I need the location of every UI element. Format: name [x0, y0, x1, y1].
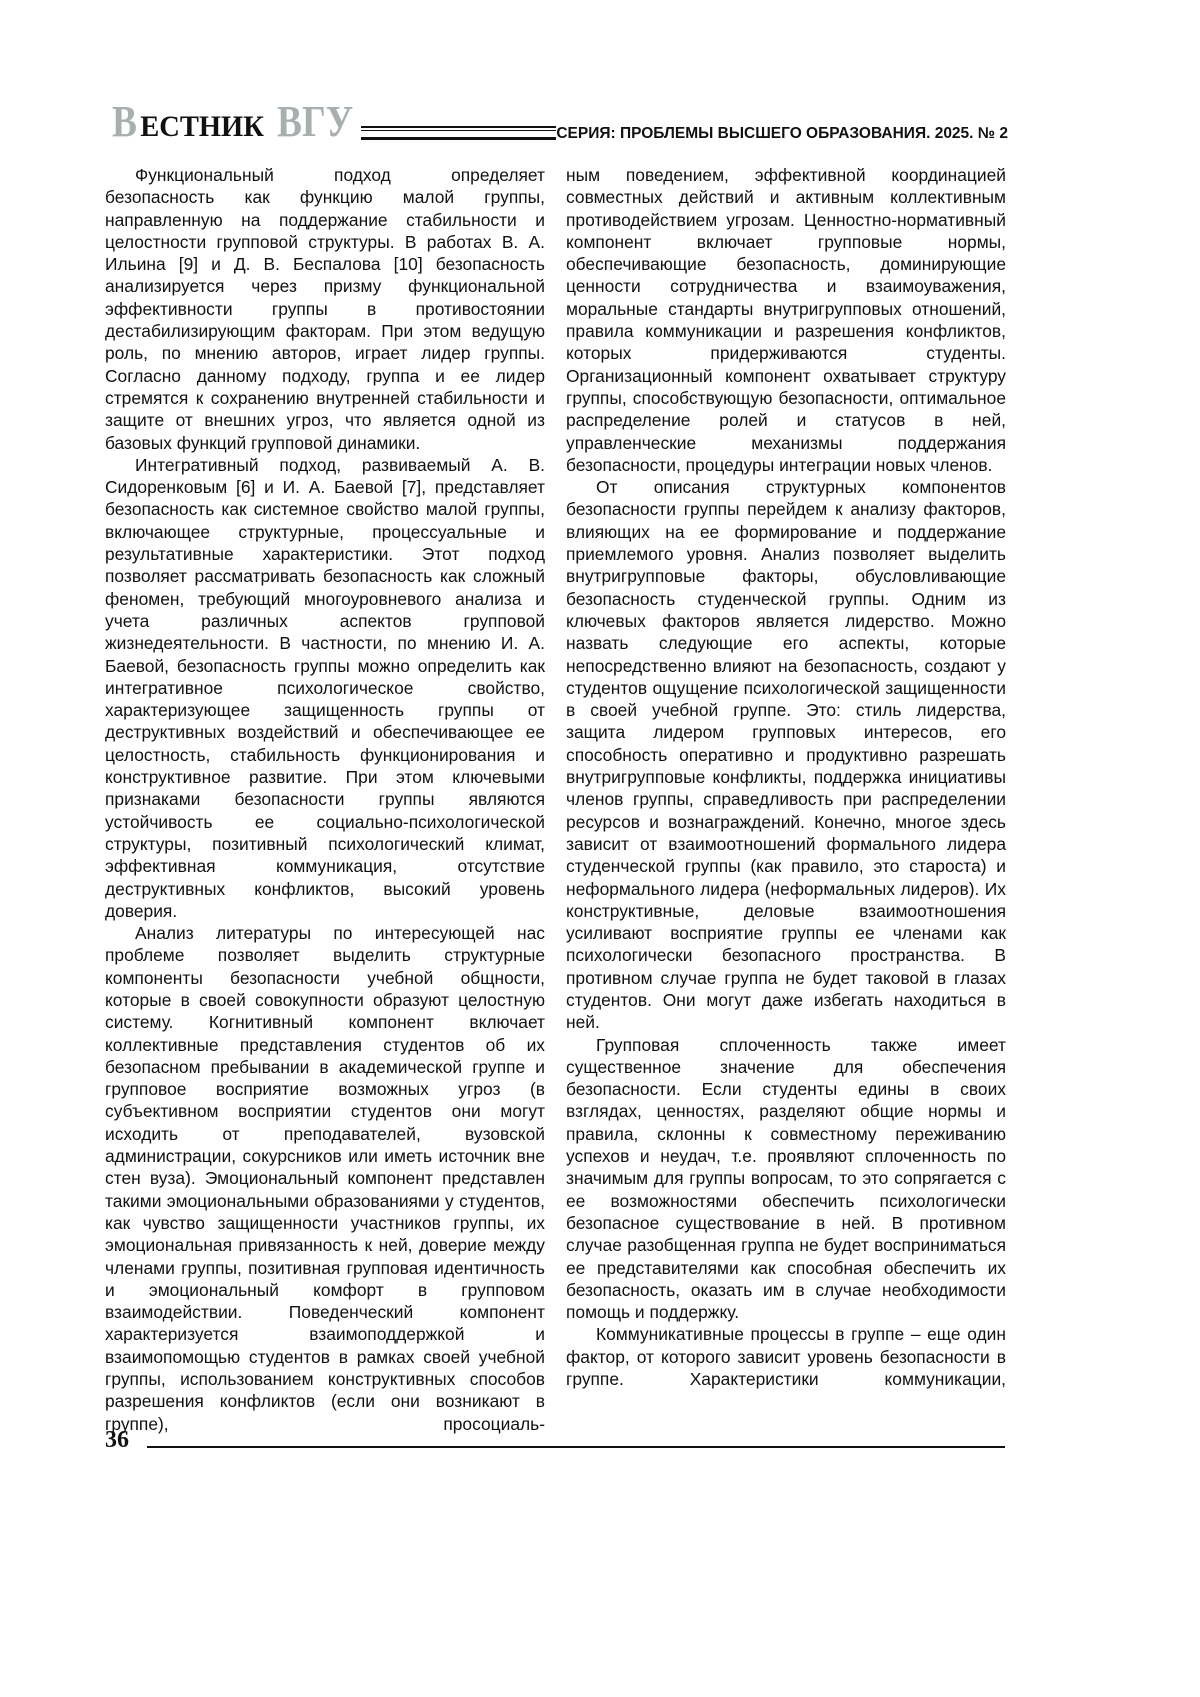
logo-word: ЕСТНИК [141, 112, 265, 142]
logo-vgu: ВГУ [277, 100, 353, 144]
paragraph: Коммуникативные процессы в группе – еще один фактор, от которого зависит уровень безопасности в группе. Характеристики коммуникации, [566, 1323, 1006, 1390]
logo-initial: В [112, 100, 137, 144]
running-header [112, 104, 1008, 144]
paragraph: ным поведением, эффективной координацией совместных действий и активным коллективным противодействием угрозам. Ценностно-нормативный компонент включает групповые нормы, обеспечивающие безопасность, доминирующие ценности сотрудничества и взаимоуважения, моральные стандарты внутригрупповых отношений, правила коммуникации и разрешения конфликтов, которых придерживаются студенты. Организационный компонент охватывает структуру группы, способствующую безопасности, оптимальное распределение ролей и статусов в ней, управленческие механизмы поддержания безопасности, процедуры интеграции новых членов. [566, 164, 1006, 476]
page-footer [105, 1428, 1005, 1452]
paragraph: От описания структурных компонентов безопасности группы перейдем к анализу факторов, влияющих на ее формирование и поддержание приемлемого уровня. Анализ позволяет выделить внутригрупповые факторы, обусловливающие безопасность студенческой группы. Одним из ключевых факторов является лидерство. Можно назвать следующие его аспекты, которые непосредственно влияют на безопасность, создают у студентов ощущение психологической защищенности в своей учебной группе. Это: стиль лидерства, защита лидером групповых интересов, его способность оперативно и продуктивно разрешать внутригрупповые конфликты, поддержка инициативы членов группы, справедливость при распределении ресурсов и вознаграждений. Конечно, многое здесь зависит от взаимоотношений формального лидера студенческой группы (как правило, это староста) и неформального лидера (неформальных лидеров). Их конструктивные, деловые взаимоотношения усиливают восприятие группы ее членами как психологически безопасного пространства. В противном случае группа не будет таковой в глазах студентов. Они могут даже избегать находиться в ней. [566, 476, 1006, 1033]
paragraph: Функциональный подход определяет безопасность как функцию малой группы, направленную на поддержание стабильности и целостности групповой структуры. В работах В. А. Ильина [9] и Д. В. Беспалова [10] безопасность анализируется через призму функциональной эффективности группы в противостоянии дестабилизирующим факторам. При этом ведущую роль, по мнению авторов, играет лидер группы. Согласно данному подходу, группа и ее лидер стремятся к сохранению внутренней стабильности и защите от внешних угроз, что является одной из базовых функций групповой динамики. [105, 164, 545, 454]
paragraph: Интегративный подход, развиваемый А. В. Сидоренковым [6] и И. А. Баевой [7], представляет безопасность как системное свойство малой группы, включающее структурные, процессуальные и результативные характеристики. Этот подход позволяет рассматривать безопасность как сложный феномен, требующий многоуровневого анализа и учета различных аспектов групповой жизнедеятельности. В частности, по мнению И. А. Баевой, безопасность группы можно определить как интегративное психологическое свойство, характеризующее защищенность группы от деструктивных воздействий и обеспечивающее ее целостность, стабильность функционирования и конструктивное развитие. При этом ключевыми признаками безопасности группы являются устойчивость ее социально-психологической структуры, позитивный психологический климат, эффективная коммуникация, отсутствие деструктивных конфликтов, высокий уровень доверия. [105, 454, 545, 922]
series-title: СЕРИЯ: ПРОБЛЕМЫ ВЫСШЕГО ОБРАЗОВАНИЯ. 2025. № 2 [556, 125, 1008, 143]
paragraph: Групповая сплоченность также имеет существенное значение для обеспечения безопасности. Если студенты едины в своих взглядах, ценностях, разделяют общие нормы и правила, склонны к совместному переживанию успехов и неудач, т.е. проявляют сплоченность по значимым для группы вопросам, то это сопрягается с ее возможностями обеспечить психологически безопасное существование в ней. В противном случае разобщенная группа не будет восприниматься ее представителями как способная обеспечить их безопасность, оказать им в случае необходимости помощь и поддержку. [566, 1034, 1006, 1324]
text-column-left [105, 164, 545, 1435]
footer-rule [147, 1446, 1005, 1448]
text-column-right [566, 164, 1006, 1390]
header-rule [361, 126, 556, 140]
journal-logo [112, 100, 361, 144]
page-number: 36 [105, 1428, 129, 1452]
paragraph: Анализ литературы по интересующей нас проблеме позволяет выделить структурные компоненты безопасности учебной общности, которые в своей совокупности образуют целостную систему. Когнитивный компонент включает коллективные представления студентов об их безопасном пребывании в академической группе и групповое восприятие возможных угроз (в субъективном восприятии студентов они могут исходить от преподавателей, вузовской администрации, сокурсников или иметь источник вне стен вуза). Эмоциональный компонент представлен такими эмоциональными образованиями у студентов, как чувство защищенности участников группы, их эмоциональная привязанность к ней, доверие между членами группы, позитивная групповая идентичность и эмоциональный комфорт в групповом взаимодействии. Поведенческий компонент характеризуется взаимоподдержкой и взаимопомощью студентов в рамках своей учебной группы, использованием конструктивных способов разрешения конфликтов (если они возникают в группе), просоциаль- [105, 922, 545, 1435]
